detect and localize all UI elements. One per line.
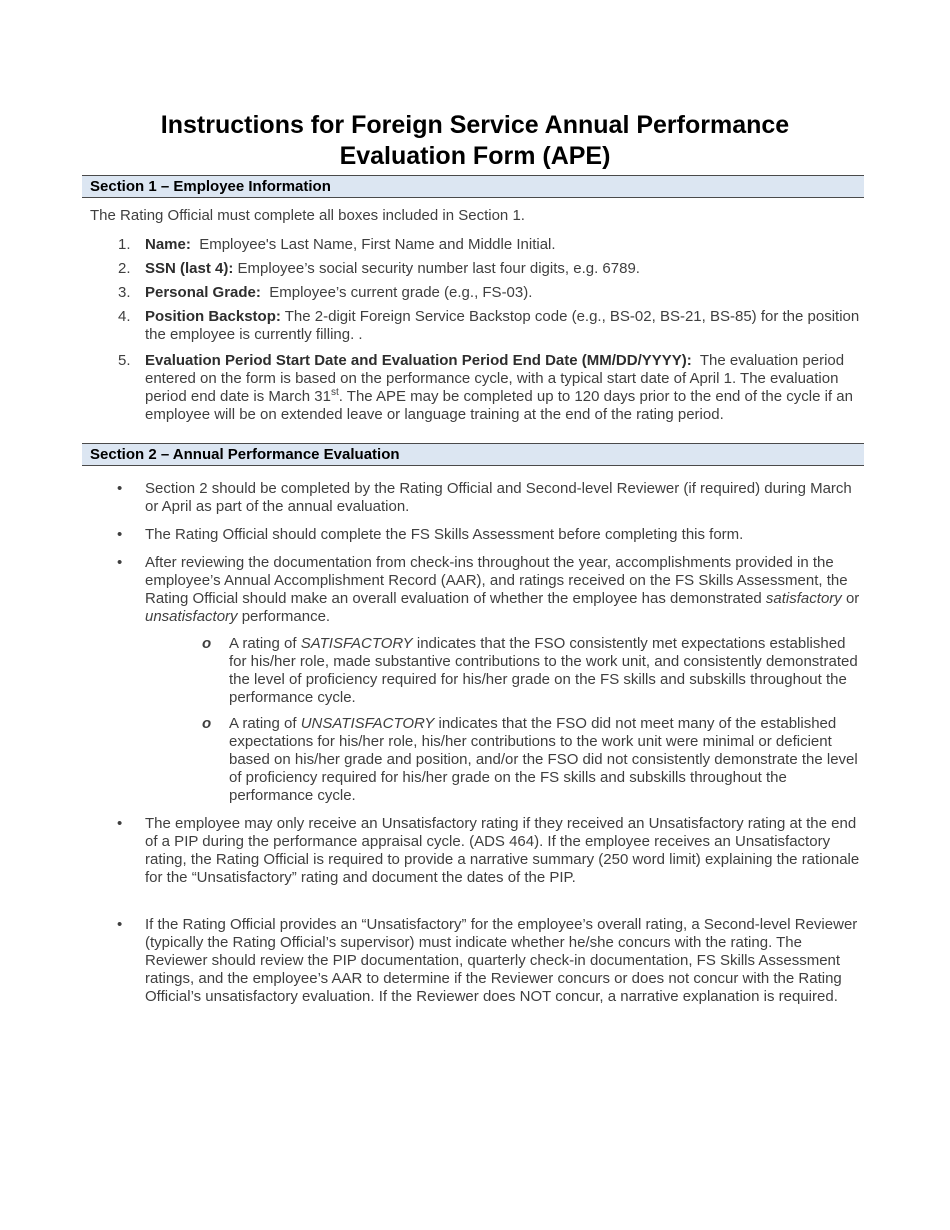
sub-bullet-icon: o — [202, 715, 212, 732]
sub-bullet-icon: o — [202, 635, 212, 652]
section-2-heading: Section 2 – Annual Performance Evaluation — [82, 443, 864, 466]
bullet-icon: • — [117, 526, 123, 543]
title-line-1: Instructions for Foreign Service Annual Performance — [160, 111, 790, 139]
emphasis-unsatisfactory: unsatisfactory — [145, 608, 238, 625]
bullet-icon: • — [117, 480, 123, 497]
bullet-text-end: performance. — [237, 608, 331, 625]
list-item-evaluation-period — [90, 352, 860, 424]
sub-bullet-prefix: A rating of — [229, 635, 301, 652]
bullet-item — [112, 815, 862, 887]
list-item-backstop — [90, 308, 860, 344]
rating-term: UNSATISFACTORY — [300, 715, 435, 732]
item-label: SSN (last 4): — [145, 260, 234, 277]
item-text: The evaluation period entered on the form is based on the performance cycle, with a typical start date of April 1. The evaluation period end date is March 31 — [145, 352, 845, 405]
bullet-icon: • — [117, 815, 123, 832]
sub-bullet-text: indicates that the FSO consistently met expectations established for his/her role, made substantive contributions to the work unit, and consistently demonstrated the level of proficiency required for his/her grade on the FS skills and subskills throughout the performance cycle. — [229, 635, 858, 706]
bullet-icon: • — [117, 916, 123, 933]
bullet-text: The Rating Official should complete the FS Skills Assessment before completing this form. — [145, 526, 744, 543]
bullet-item — [112, 916, 862, 1006]
bullet-text-joiner: or — [841, 590, 860, 607]
item-label: Name: — [145, 236, 191, 253]
item-text-continued: . The APE may be completed up to 120 days prior to the end of the cycle if an employee will be on extended leave or language training at the end of the rating period. — [145, 388, 853, 423]
sub-bullet-prefix: A rating of — [229, 715, 301, 732]
sub-bullet-text: indicates that the FSO did not meet many of the established expectations for his/her role, his/her contributions to the work unit were minimal or deficient based on his/her grade and position, and/or the FSO did not consistently demonstrate the level of proficiency required for his/her grade on the FS skills and subskills throughout the performance cycle. — [229, 715, 858, 804]
item-number: 2. — [118, 260, 131, 277]
bullet-text: The employee may only receive an Unsatisfactory rating if they received an Unsatisfactory rating at the end of a PIP during the performance appraisal cycle. (ADS 464). If the employee receives an Unsatisfactory rating, the Rating Official is required to provide a narrative summary (250 word limit) explaining the rationale for the “Unsatisfactory” rating and document the dates of the PIP. — [145, 815, 860, 886]
sub-bullet-item — [200, 635, 860, 707]
list-item-ssn — [90, 260, 860, 278]
item-label: Position Backstop: — [145, 308, 281, 325]
item-text: Employee's Last Name, First Name and Middle Initial. — [199, 236, 556, 253]
sub-bullet-item — [200, 715, 860, 805]
bullet-item — [112, 554, 862, 626]
bullet-item — [112, 480, 862, 516]
item-label: Evaluation Period Start Date and Evaluation Period End Date (MM/DD/YYYY): — [145, 352, 692, 369]
section-1-heading: Section 1 – Employee Information — [82, 175, 864, 198]
bullet-text: If the Rating Official provides an “Unsatisfactory” for the employee’s overall rating, a Second-level Reviewer (typically the Rating Official’s supervisor) must indicate whether he/she concurs with the rating. The Reviewer should review the PIP documentation, quarterly check-in documentation, FS Skills Assessment ratings, and the employee’s AAR to determine if the Reviewer concurs or does not concur with the Rating Official’s unsatisfactory evaluation. If the Reviewer does NOT concur, a narrative explanation is required. — [145, 916, 858, 1005]
ordinal-suffix: st — [330, 387, 339, 398]
item-number: 4. — [118, 308, 131, 325]
list-item-name — [90, 236, 860, 254]
title-line-2: Evaluation Form (APE) — [339, 142, 611, 170]
rating-term: SATISFACTORY — [300, 635, 413, 652]
bullet-icon: • — [117, 554, 123, 571]
section-1-intro: The Rating Official must complete all boxes included in Section 1. — [90, 207, 525, 224]
bullet-text: Section 2 should be completed by the Rating Official and Second-level Reviewer (if required) during March or April as part of the annual evaluation. — [145, 480, 852, 515]
item-number: 5. — [118, 352, 131, 369]
item-number: 3. — [118, 284, 131, 301]
item-number: 1. — [118, 236, 131, 253]
bullet-item — [112, 526, 862, 544]
bullet-text: After reviewing the documentation from check-ins throughout the year, accomplishments provided in the employee’s Annual Accomplishment Record (AAR), and ratings received on the FS Skills Assessment, the Rating Official should make an overall evaluation of whether the employee has demonstrated — [145, 554, 848, 607]
list-item-grade — [90, 284, 860, 302]
emphasis-satisfactory: satisfactory — [765, 590, 842, 607]
item-label: Personal Grade: — [145, 284, 261, 301]
item-text: Employee’s current grade (e.g., FS-03). — [269, 284, 533, 301]
page-title — [0, 110, 950, 172]
item-text: Employee’s social security number last four digits, e.g. 6789. — [237, 260, 640, 277]
item-text: The 2-digit Foreign Service Backstop code (e.g., BS-02, BS-21, BS-85) for the position the employee is currently filling. . — [145, 308, 860, 343]
